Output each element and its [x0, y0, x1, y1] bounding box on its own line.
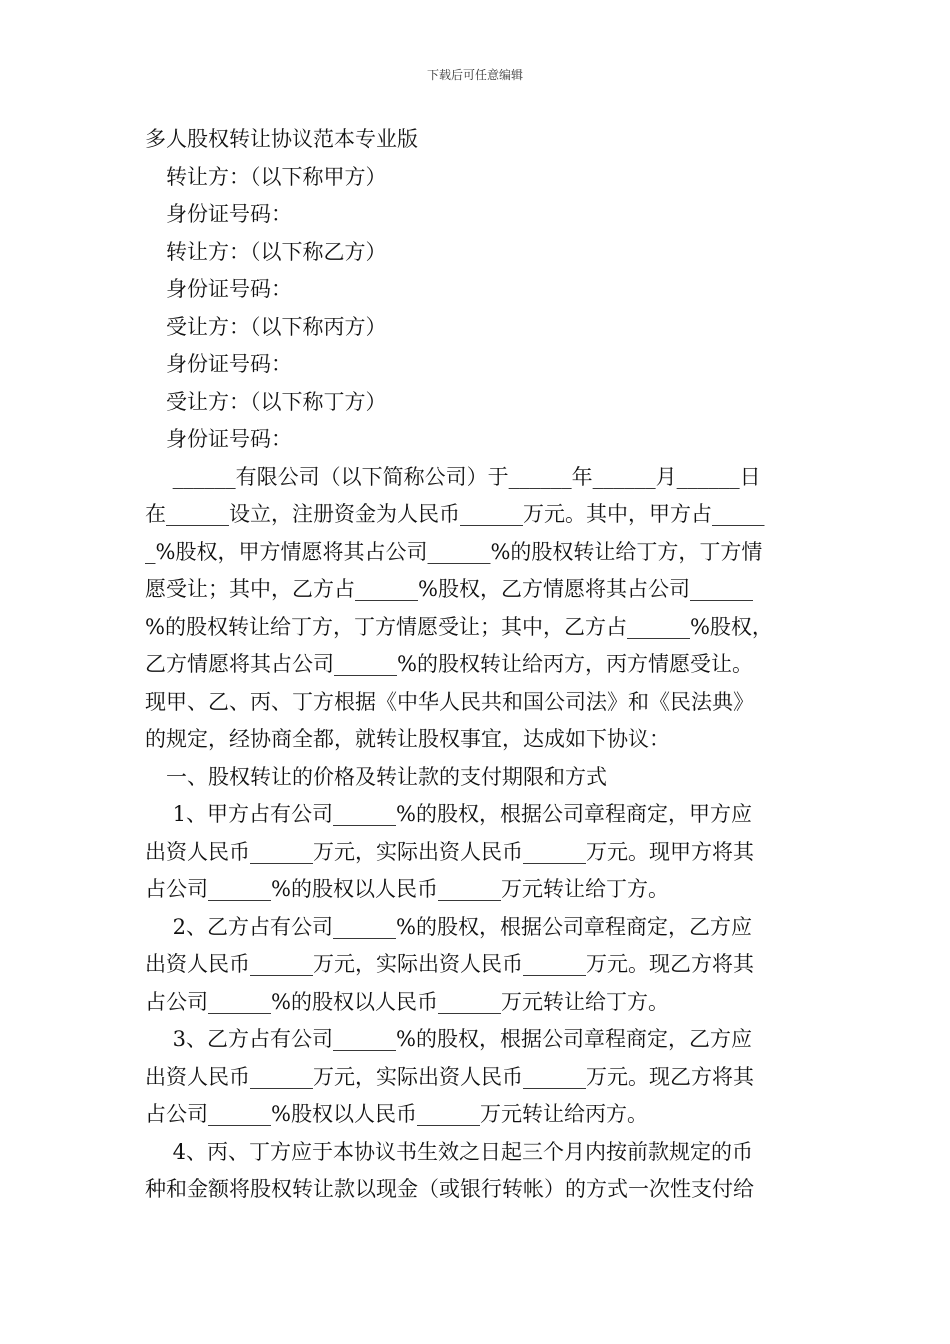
clause-line: 出资人民币______万元，实际出资人民币______万元。现乙方将其 [145, 952, 754, 976]
party-line: 转让方：（以下称甲方） [166, 164, 387, 189]
clause-line: 种和金额将股权转让款以现金（或银行转帐）的方式一次性支付给 [145, 1177, 754, 1201]
party-line: 身份证号码： [166, 427, 292, 451]
intro-line: 的规定，经协商全都，就转让股权事宜，达成如下协议： [145, 727, 670, 751]
party-line: 受让方：（以下称丁方） [166, 389, 387, 414]
intro-line: 在______设立，注册资金为人民币______万元。其中，甲方占_____ [145, 502, 765, 526]
intro-line: 现甲、乙、丙、丁方根据《中华人民共和国公司法》和《民法典》 [145, 689, 754, 714]
clause-line: 1、甲方占有公司______%的股权，根据公司章程商定，甲方应 [166, 802, 752, 826]
clause-line: 占公司______%的股权以人民币______万元转让给丁方。 [145, 877, 669, 901]
intro-line: %的股权转让给丁方，丁方情愿受让；其中，乙方占______%股权， [145, 614, 773, 639]
party-line: 转让方：（以下称乙方） [166, 239, 387, 264]
intro-line: 乙方情愿将其占公司______%的股权转让给丙方，丙方情愿受让。 [145, 652, 753, 676]
clause-line: 2、乙方占有公司______%的股权，根据公司章程商定，乙方应 [166, 914, 752, 939]
party-line: 身份证号码： [166, 202, 292, 226]
intro-line: 愿受让；其中，乙方占______%股权，乙方情愿将其占公司______ [145, 577, 753, 601]
clause-line: 4、丙、丁方应于本协议书生效之日起三个月内按前款规定的币 [166, 1139, 754, 1164]
document-title: 多人股权转让协议范本专业版 [145, 127, 418, 151]
page-header: 下载后可任意编辑 [426, 68, 523, 82]
section-heading: 一、股权转让的价格及转让款的支付期限和方式 [166, 764, 607, 789]
clause-line: 3、乙方占有公司______%的股权，根据公司章程商定，乙方应 [166, 1027, 752, 1051]
clause-line: 出资人民币______万元，实际出资人民币______万元。现乙方将其 [145, 1064, 754, 1089]
intro-line: _%股权，甲方情愿将其占公司______%的股权转让给丁方，丁方情 [145, 539, 763, 564]
document-body [145, 121, 825, 1209]
clause-line: 占公司______%的股权以人民币______万元转让给丁方。 [145, 989, 669, 1014]
party-line: 身份证号码： [166, 277, 292, 301]
party-line: 受让方：（以下称丙方） [166, 314, 387, 339]
clause-line: 占公司______%股权以人民币______万元转让给丙方。 [145, 1102, 648, 1126]
clause-line: 出资人民币______万元，实际出资人民币______万元。现甲方将其 [145, 839, 754, 864]
intro-line: ______有限公司（以下简称公司）于______年______月______日 [166, 464, 761, 489]
party-line: 身份证号码： [166, 352, 292, 376]
